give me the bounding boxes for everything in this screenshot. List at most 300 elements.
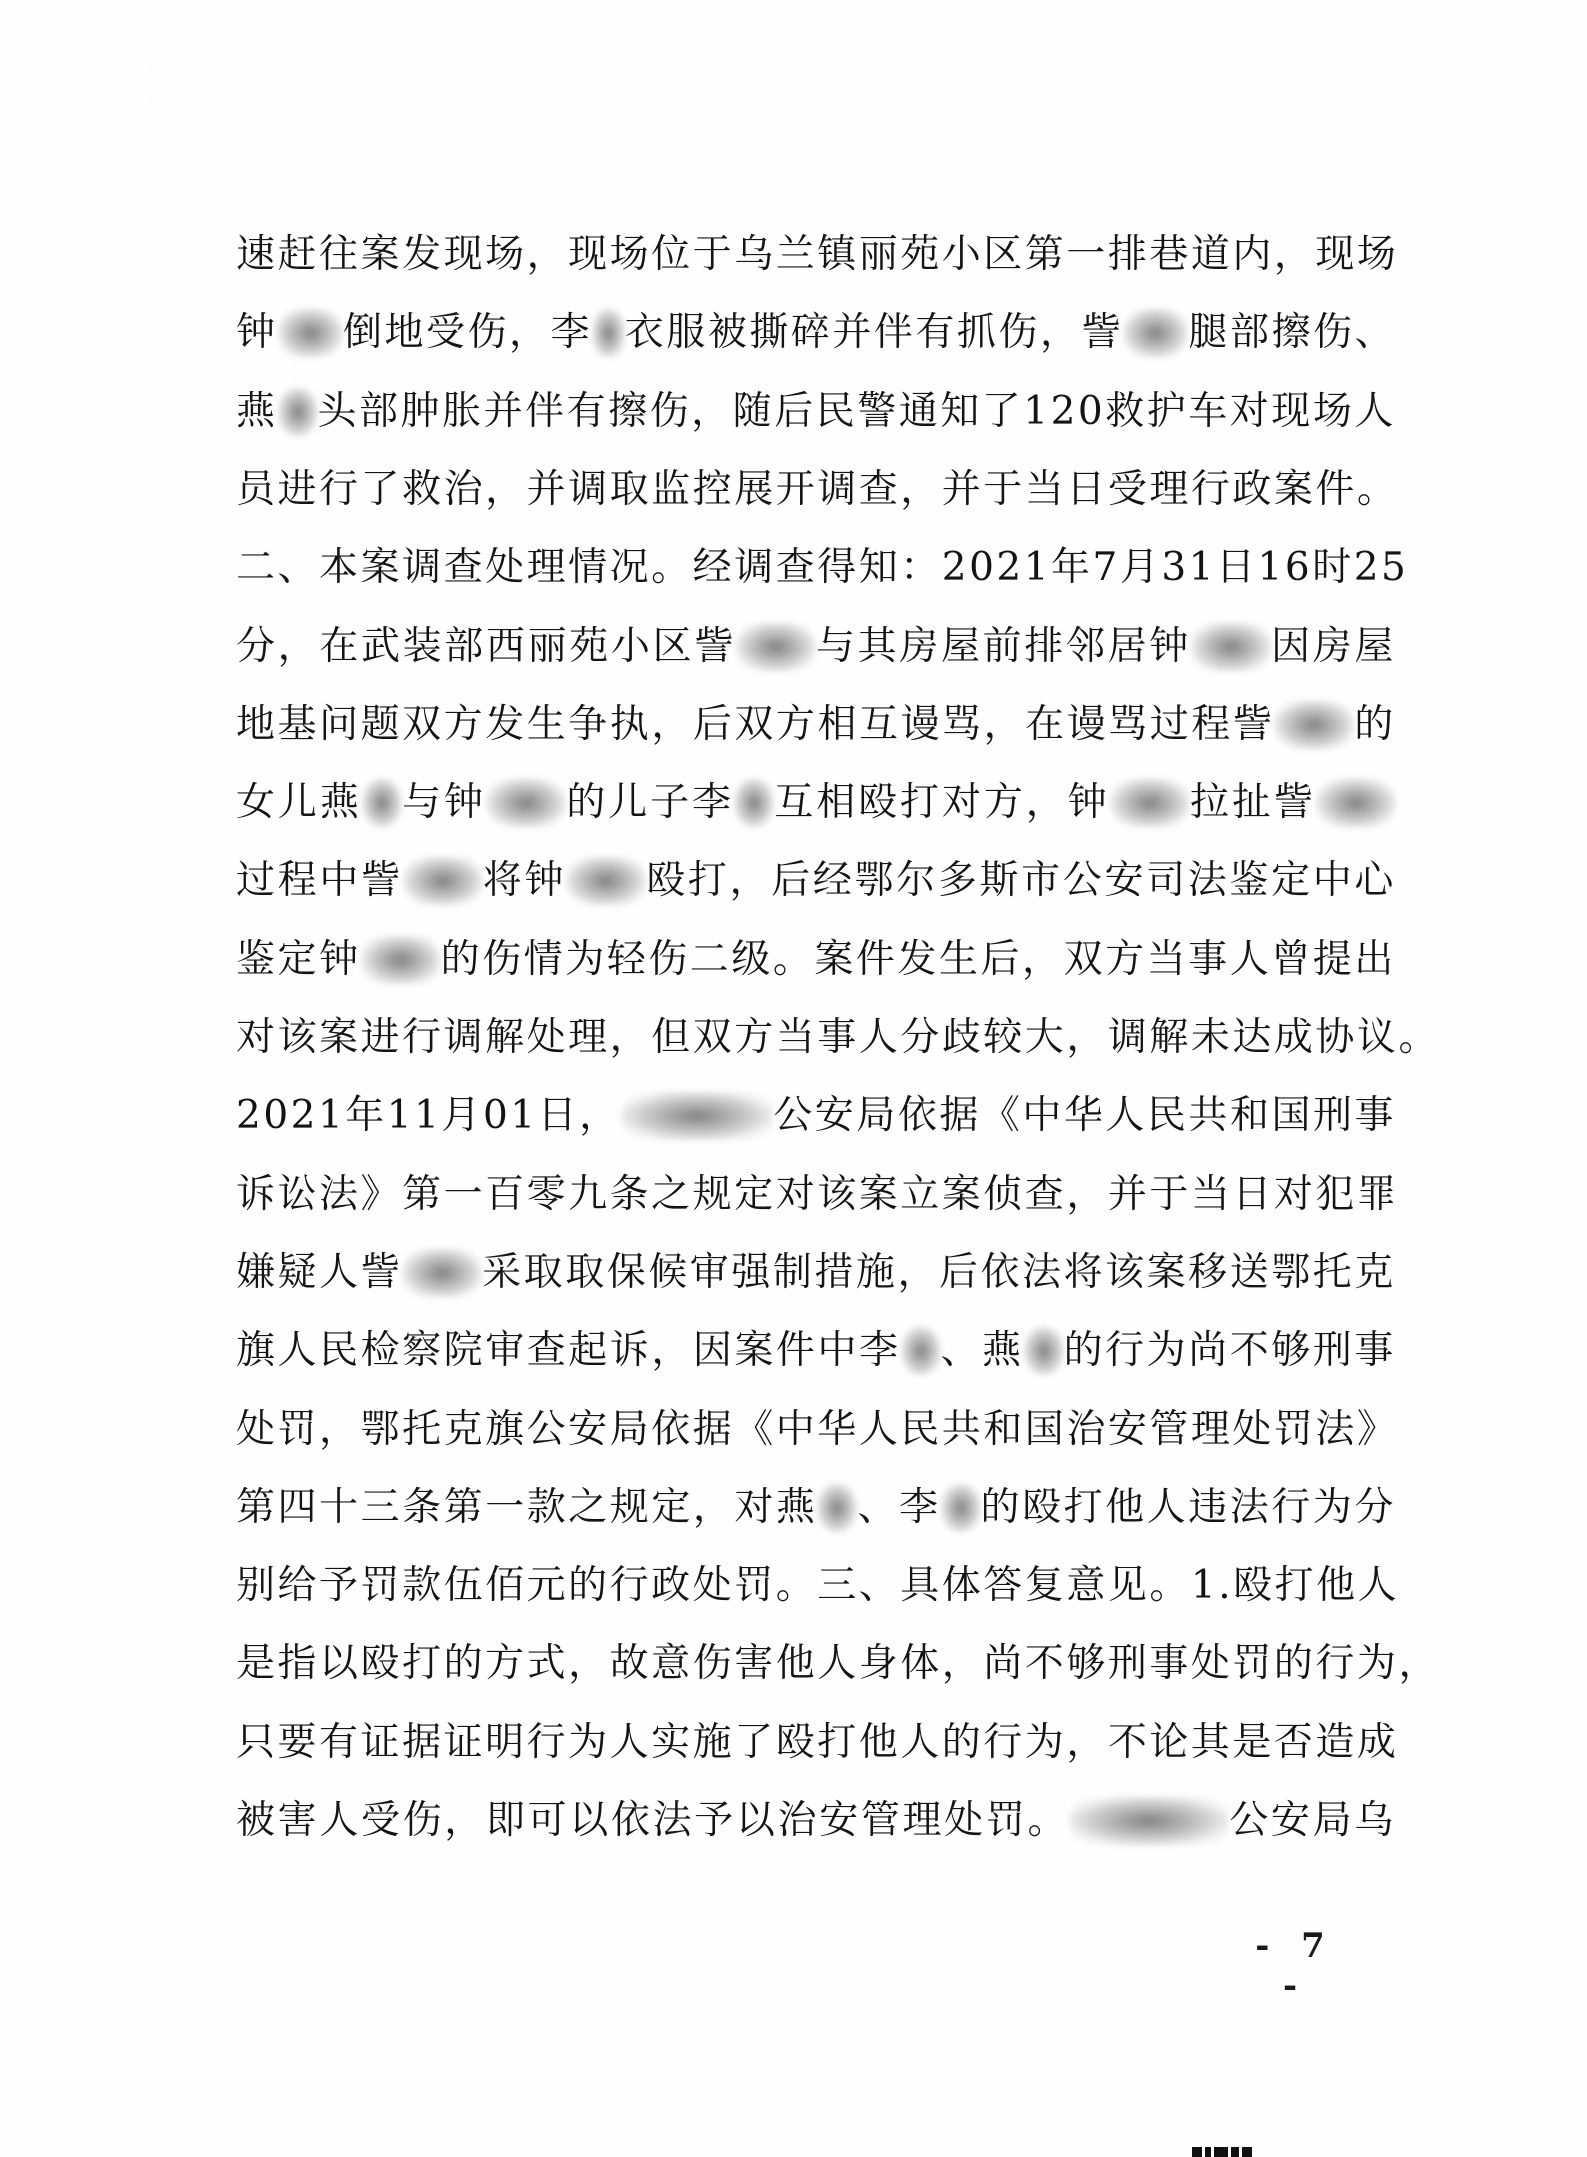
text-char: 国 xyxy=(1271,1093,1313,1139)
text-char: 民 xyxy=(1146,1093,1189,1139)
text-char: 争 xyxy=(568,701,610,747)
text-char: 李 xyxy=(550,310,593,356)
text-char: 方 xyxy=(983,780,1026,826)
text-char: 31 xyxy=(1161,545,1217,591)
text-char: 定 xyxy=(1271,858,1313,904)
text-char: 现 xyxy=(568,232,610,277)
text-char: 殴 xyxy=(1022,1484,1064,1530)
text-char: 第 xyxy=(402,1171,444,1217)
text-char: 、 xyxy=(857,1484,899,1530)
text-char: 16 xyxy=(1257,545,1313,591)
text-char: 位 xyxy=(651,232,693,277)
text-char: 四 xyxy=(277,1484,320,1530)
text-char: 人 xyxy=(858,1406,901,1452)
text-char: 部 xyxy=(1229,310,1272,356)
text-char: 旗 xyxy=(485,1406,527,1452)
text-char: 对 xyxy=(775,1171,818,1217)
text-char: 将 xyxy=(482,858,525,904)
text-char: 元 xyxy=(526,1563,569,1609)
redaction-blur xyxy=(402,1248,482,1298)
text-char: 安 xyxy=(819,1798,861,1843)
text-char: 可 xyxy=(527,1798,570,1843)
text-char: 区 xyxy=(983,232,1025,277)
text-char: 訾 xyxy=(1273,780,1316,826)
text-char: 论 xyxy=(1149,1719,1191,1765)
text-char: 行 xyxy=(1315,1641,1357,1687)
text-char: 殴 xyxy=(646,858,688,904)
text-char: 讼 xyxy=(277,1171,320,1217)
text-char: 制 xyxy=(772,1249,815,1295)
text-char: 但 xyxy=(651,1015,693,1060)
text-char: 轻 xyxy=(606,936,649,982)
text-char: 小 xyxy=(610,623,653,669)
text-char: 服 xyxy=(666,310,708,356)
text-char: 二 xyxy=(689,936,732,982)
text-char: ， xyxy=(941,1641,984,1687)
text-char: 》 xyxy=(360,1171,403,1217)
text-line xyxy=(236,775,1396,831)
text-char: 刑 xyxy=(1312,1093,1355,1139)
text-char: 共 xyxy=(1188,1093,1230,1139)
text-char: 否 xyxy=(1273,1719,1316,1765)
text-char: 殴 xyxy=(360,1641,403,1687)
text-char: 为 xyxy=(1356,1641,1399,1687)
text-char: 人 xyxy=(1105,1093,1147,1139)
text-char: 指 xyxy=(277,1641,320,1687)
text-char: 于 xyxy=(983,466,1025,512)
text-char: 侦 xyxy=(983,1171,1025,1217)
text-char: 。 xyxy=(775,1563,818,1609)
text-char: 行 xyxy=(1271,1484,1313,1530)
text-char: 市 xyxy=(1021,858,1063,904)
text-char: 案 xyxy=(360,232,403,277)
text-char: 查 xyxy=(858,466,901,512)
text-char: 钟 xyxy=(444,780,486,826)
redaction-blur xyxy=(1069,1796,1229,1846)
text-char: 当 xyxy=(1146,936,1189,982)
text-char: 处 xyxy=(526,1015,569,1060)
text-char: 法 xyxy=(652,1798,695,1843)
text-char: 伤 xyxy=(467,310,510,356)
redaction-blur xyxy=(278,308,343,358)
text-char: 局 xyxy=(1312,1798,1355,1843)
text-char: 开 xyxy=(775,466,818,512)
text-char: 保 xyxy=(606,1249,649,1295)
text-char: 鄂 xyxy=(360,1406,403,1452)
text-char: 的 xyxy=(1354,701,1396,747)
text-char: 发 xyxy=(485,701,527,747)
text-char: 事 xyxy=(1354,1093,1396,1139)
text-char: 道 xyxy=(1190,232,1233,277)
text-char: ， xyxy=(444,1798,486,1843)
text-char: 并 xyxy=(832,310,874,356)
text-char: 措 xyxy=(814,1249,856,1295)
text-char: 并 xyxy=(526,466,569,512)
text-char: 华 xyxy=(817,1406,859,1452)
text-char: 问 xyxy=(319,701,361,747)
text-char: ， xyxy=(1273,232,1316,277)
text-char: 燕 xyxy=(982,1328,1024,1374)
text-char: 小 xyxy=(941,232,984,277)
text-char: 政 xyxy=(651,1563,693,1609)
text-char: 据 xyxy=(402,1719,444,1765)
redaction-blur xyxy=(817,1483,857,1533)
text-char: 将 xyxy=(1063,1249,1106,1295)
text-char: 子 xyxy=(650,780,692,826)
text-char: 题 xyxy=(360,701,403,747)
text-char: 有 xyxy=(319,1719,361,1765)
text-char: 知 xyxy=(940,388,982,434)
text-char: 协 xyxy=(1315,1015,1357,1060)
text-char: 殴 xyxy=(775,1719,818,1765)
text-char: 是 xyxy=(236,1641,278,1687)
text-char: ， xyxy=(900,466,942,512)
text-char: 相 xyxy=(816,780,858,826)
text-char: 诉 xyxy=(609,1328,652,1374)
text-char: 送 xyxy=(1229,1249,1272,1295)
text-char: 的 xyxy=(941,1719,984,1765)
text-char: 月 xyxy=(1119,545,1162,591)
text-char: 第 xyxy=(1024,232,1067,277)
text-char: 鉴 xyxy=(236,936,278,982)
text-char: 肿 xyxy=(400,388,443,434)
text-char: 程 xyxy=(277,858,320,904)
text-char: 不 xyxy=(1024,1641,1067,1687)
text-line xyxy=(236,853,1396,909)
text-char: 巷 xyxy=(1149,232,1191,277)
text-char: 日 xyxy=(1066,466,1108,512)
redaction-blur xyxy=(592,308,625,358)
text-char: 日 xyxy=(1232,1171,1274,1217)
text-char: 给 xyxy=(277,1563,320,1609)
text-line xyxy=(236,1793,1396,1849)
text-char: 案 xyxy=(1273,466,1316,512)
text-char: ， xyxy=(1066,1171,1108,1217)
text-char: 西 xyxy=(485,623,528,669)
redaction-blur xyxy=(1123,308,1188,358)
text-char: 规 xyxy=(609,1484,652,1530)
text-char: 法 xyxy=(1022,1249,1064,1295)
text-char: 候 xyxy=(648,1249,690,1295)
text-char: 三 xyxy=(360,1484,403,1530)
text-char: 式 xyxy=(526,1641,569,1687)
text-char: 据 xyxy=(939,1093,981,1139)
text-char: 调 xyxy=(734,545,776,591)
text-char: 生 xyxy=(938,936,981,982)
text-char: 房 xyxy=(1312,623,1355,669)
text-line xyxy=(236,619,1396,675)
text-char: 查 xyxy=(1024,1171,1067,1217)
text-char: 察 xyxy=(402,1328,444,1374)
text-char: 了 xyxy=(981,388,1024,434)
text-char: ， xyxy=(729,858,772,904)
text-char: 罚 xyxy=(734,1563,776,1609)
text-char: 25 xyxy=(1353,545,1409,591)
text-char: 中 xyxy=(817,1328,859,1374)
text-char: 理 xyxy=(902,1798,945,1843)
text-char: ， xyxy=(897,1249,939,1295)
text-char: 安 xyxy=(814,1093,857,1139)
text-char: 依 xyxy=(980,1249,1023,1295)
text-line xyxy=(236,697,1396,753)
text-char: 经 xyxy=(812,858,855,904)
text-char: 钟 xyxy=(319,936,361,982)
text-char: 条 xyxy=(609,1171,652,1217)
text-char: 救 xyxy=(1105,388,1147,434)
text-char: 情 xyxy=(568,545,610,591)
text-char: 共 xyxy=(941,1406,984,1452)
text-char: 定 xyxy=(734,1171,776,1217)
text-char: 治 xyxy=(1066,1406,1108,1452)
text-char: 李 xyxy=(858,1328,901,1374)
text-char: 有 xyxy=(566,388,609,434)
text-char: 镇 xyxy=(817,232,859,277)
text-char: 该 xyxy=(1105,1249,1147,1295)
text-char: 并 xyxy=(1107,1171,1150,1217)
text-char: 双 xyxy=(402,701,444,747)
text-char: 分 xyxy=(900,1015,942,1060)
text-char: 中 xyxy=(1312,858,1355,904)
text-char: 第 xyxy=(236,1484,278,1530)
text-char: ： xyxy=(900,545,942,591)
text-char: 审 xyxy=(485,1328,527,1374)
text-char: 钟 xyxy=(236,310,278,356)
text-char: 况 xyxy=(609,545,652,591)
text-char: 处 xyxy=(485,545,527,591)
text-char: 调 xyxy=(568,466,610,512)
text-char: 调 xyxy=(817,466,859,512)
text-char: 方 xyxy=(1105,936,1147,982)
text-char: 该 xyxy=(817,1171,859,1217)
text-char: 后 xyxy=(692,701,735,747)
text-char: ， xyxy=(568,1641,610,1687)
text-line xyxy=(236,1715,1399,1771)
text-char: 依 xyxy=(897,1093,940,1139)
text-char: 苑 xyxy=(900,232,942,277)
text-char: 腿 xyxy=(1188,310,1230,356)
text-char: 分 xyxy=(236,623,278,669)
text-char: 后 xyxy=(774,388,816,434)
text-char: 以 xyxy=(569,1798,611,1843)
text-char: 处 xyxy=(1232,1406,1274,1452)
text-char: 。 xyxy=(1027,1798,1069,1843)
text-char: 处 xyxy=(1190,1641,1233,1687)
text-char: 女 xyxy=(236,780,278,826)
text-char: 场 xyxy=(1356,232,1399,277)
text-char: 事 xyxy=(1149,1641,1191,1687)
text-char: 被 xyxy=(236,1798,278,1843)
text-char: 《 xyxy=(734,1406,776,1452)
text-char: 其 xyxy=(857,623,900,669)
text-char: 诉 xyxy=(236,1171,278,1217)
text-char: 予 xyxy=(694,1798,736,1843)
text-char: 司 xyxy=(1146,858,1188,904)
text-char: 案 xyxy=(734,1328,776,1374)
text-char: 件 xyxy=(1315,466,1357,512)
text-char: 情 xyxy=(523,936,566,982)
text-char: ， xyxy=(1398,1641,1440,1687)
redaction-blur xyxy=(361,935,441,985)
redaction-blur xyxy=(1316,778,1396,828)
text-char: 定 xyxy=(277,936,320,982)
text-char: 乌 xyxy=(1354,1798,1396,1843)
text-char: 施 xyxy=(692,1719,735,1765)
text-char: 、 xyxy=(940,1328,983,1374)
text-char: 公 xyxy=(773,1093,815,1139)
text-char: 场 xyxy=(1312,388,1355,434)
text-char: 的 xyxy=(440,936,483,982)
text-char: 当 xyxy=(775,1015,818,1060)
text-char: 丽 xyxy=(858,232,901,277)
text-char: 双 xyxy=(692,1015,735,1060)
scan-artifact xyxy=(150,0,1415,200)
text-char: 公 xyxy=(526,1406,569,1452)
text-char: 予 xyxy=(319,1563,361,1609)
text-char: 提 xyxy=(1312,936,1355,982)
text-char: 犯 xyxy=(1315,1171,1357,1217)
text-char: 尚 xyxy=(1188,1328,1230,1374)
text-char: 够 xyxy=(1066,1641,1108,1687)
text-char: 了 xyxy=(360,466,403,512)
text-char: 不 xyxy=(1229,1328,1272,1374)
text-char: 管 xyxy=(1149,1406,1191,1452)
text-char: ， xyxy=(579,1093,621,1139)
text-line xyxy=(236,384,1396,440)
text-char: 解 xyxy=(1149,1015,1191,1060)
text-char: 日 xyxy=(1216,545,1258,591)
text-char: 处 xyxy=(692,1563,735,1609)
text-char: 现 xyxy=(1271,388,1313,434)
text-char: 据 xyxy=(692,1406,735,1452)
text-char: 罚 xyxy=(1232,1641,1274,1687)
text-char: 为 xyxy=(565,936,607,982)
text-char: 执 xyxy=(609,701,652,747)
text-char: ， xyxy=(277,623,320,669)
text-char: 他 xyxy=(1316,1563,1358,1609)
text-char: 行 xyxy=(1105,1328,1147,1374)
text-char: 人 xyxy=(858,1015,901,1060)
text-char: ， xyxy=(509,310,551,356)
text-char: 未 xyxy=(1190,1015,1233,1060)
text-char: ， xyxy=(691,388,733,434)
text-char: 调 xyxy=(443,1015,486,1060)
text-char: 事 xyxy=(817,1015,859,1060)
text-char: 谩 xyxy=(900,701,943,747)
text-char: 《 xyxy=(980,1093,1023,1139)
text-char: 为 xyxy=(568,1719,610,1765)
text-char: 行 xyxy=(1190,466,1233,512)
text-char: 李 xyxy=(692,780,734,826)
text-char: 的 xyxy=(566,780,608,826)
text-char: ， xyxy=(651,701,693,747)
text-char: 以 xyxy=(319,1641,361,1687)
text-char: 百 xyxy=(485,1171,527,1217)
text-char: 要 xyxy=(277,1719,320,1765)
text-char: 屋 xyxy=(940,623,983,669)
text-char: 过 xyxy=(1149,701,1192,747)
text-char: 起 xyxy=(568,1328,610,1374)
text-char: 、 xyxy=(1354,310,1396,356)
text-char: 查 xyxy=(526,1328,569,1374)
text-char: 年 xyxy=(345,1093,387,1139)
text-char: 佰 xyxy=(485,1563,527,1609)
text-char: 当 xyxy=(1024,466,1067,512)
text-char: 头 xyxy=(317,388,360,434)
text-char: 十 xyxy=(319,1484,361,1530)
text-char: 公 xyxy=(1229,1798,1271,1843)
text-char: 抓 xyxy=(956,310,999,356)
text-char: 是 xyxy=(1232,1719,1274,1765)
text-char: 处 xyxy=(236,1406,278,1452)
text-char: 托 xyxy=(1312,1249,1355,1295)
text-char: 政 xyxy=(1232,466,1274,512)
text-char: 为 xyxy=(1024,1719,1067,1765)
text-line xyxy=(236,462,1399,518)
text-char: 燕 xyxy=(319,780,362,826)
text-char: 当 xyxy=(1190,1171,1233,1217)
text-char: 法 xyxy=(1315,1406,1357,1452)
text-char: 歧 xyxy=(941,1015,984,1060)
text-char: 11 xyxy=(386,1093,442,1139)
redaction-blur xyxy=(901,1326,941,1376)
text-char: 打 xyxy=(687,858,730,904)
text-char: 、 xyxy=(858,1563,901,1609)
text-char: 一 xyxy=(1066,232,1108,277)
text-char: 的 xyxy=(1063,1328,1106,1374)
text-char: 方 xyxy=(443,701,486,747)
text-char: 成 xyxy=(1356,1719,1399,1765)
text-char: 别 xyxy=(236,1563,278,1609)
text-char: 的 xyxy=(980,1484,1023,1530)
text-char: 旗 xyxy=(236,1328,278,1374)
text-char: 理 xyxy=(568,1015,610,1060)
text-char: 具 xyxy=(900,1563,942,1609)
text-char: ， xyxy=(983,701,1026,747)
text-char: 与 xyxy=(402,780,444,826)
text-char: 处 xyxy=(944,1798,986,1843)
text-char: 件 xyxy=(775,1328,818,1374)
text-char: 打 xyxy=(817,1719,859,1765)
text-char: ， xyxy=(692,1484,735,1530)
text-char: 对 xyxy=(1273,1171,1316,1217)
text-char: 速 xyxy=(236,232,278,277)
text-char: 互 xyxy=(858,701,901,747)
text-char: 并 xyxy=(483,388,526,434)
text-char: ， xyxy=(1066,1719,1108,1765)
redaction-blur xyxy=(1110,778,1190,828)
text-char: 对 xyxy=(1229,388,1272,434)
text-char: 进 xyxy=(277,466,320,512)
text-char: 发 xyxy=(402,232,444,277)
text-char: 治 xyxy=(443,466,486,512)
text-char: 法 xyxy=(1187,858,1230,904)
text-char: 以 xyxy=(735,1798,778,1843)
text-char: 1 xyxy=(1190,1563,1219,1609)
text-char: 实 xyxy=(651,1719,693,1765)
text-char: ， xyxy=(526,232,569,277)
text-char: 儿 xyxy=(277,780,320,826)
text-char: 行 xyxy=(983,1719,1025,1765)
text-char: 邻 xyxy=(1065,623,1108,669)
text-char: 双 xyxy=(734,701,776,747)
text-char: 双 xyxy=(1063,936,1106,982)
text-char: 害 xyxy=(734,1641,776,1687)
redaction-blur xyxy=(486,778,566,828)
text-char: 伍 xyxy=(443,1563,486,1609)
text-char: 程 xyxy=(1191,701,1233,747)
text-char: 内 xyxy=(1232,232,1274,277)
text-char: 钟 xyxy=(1149,623,1191,669)
